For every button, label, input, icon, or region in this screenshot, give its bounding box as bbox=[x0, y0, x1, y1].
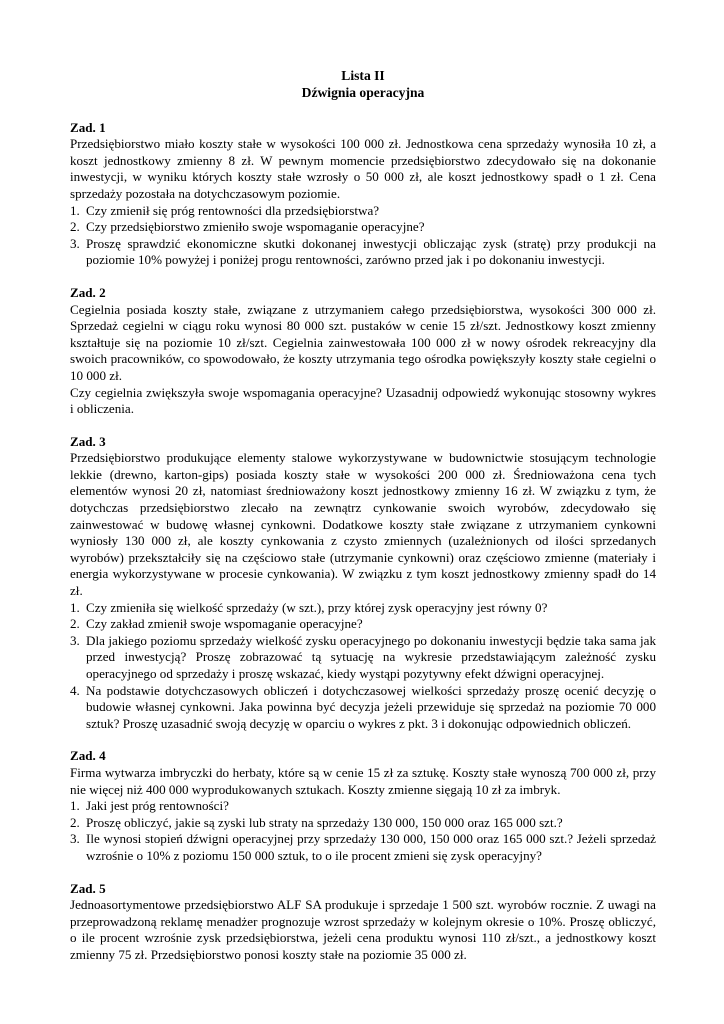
task-paragraph: Firma wytwarza imbryczki do herbaty, które są w cenie 15 zł za sztukę. Koszty stałe wynoszą 700 000 zł, przy nie więcej niż 400 000 wyprodukowanych sztukach. Koszty zmienne sięgają 10 zł za imbryk. bbox=[70, 764, 656, 797]
document-title: Lista II bbox=[341, 68, 385, 83]
question-item bbox=[70, 683, 656, 733]
task-paragraph: Przedsiębiorstwo miało koszty stałe w wysokości 100 000 zł. Jednostkowa cena sprzedaży wynosiła 10 zł, a koszt jednostkowy zmienny 8 zł. W pewnym momencie przedsiębiorstwo zdecydowało się na dokonanie inwestycji, w wyniku których koszty stałe wzrosły o 50 000 zł, ale koszt jednostkowy spadł o 1 zł. Cena sprzedaży pozostała na dotychczasowym poziomie. bbox=[70, 136, 656, 201]
task-paragraph: Jednoasortymentowe przedsiębiorstwo ALF SA produkuje i sprzedaje 1 500 szt. wyrobów rocznie. Z uwagi na przeprowadzoną reklamę menadżer prognozuje wzrost sprzedaży w kolejnym okresie o 10%. Proszę obliczyć, o ile procent wzrośnie zysk przedsiębiorstwa, jeżeli cena produktu wynosi 110 zł/szt., a jednostkowy koszt zmienny 75 zł. Przedsiębiorstwo ponosi koszty stałe na poziomie 35 000 zł. bbox=[70, 897, 656, 962]
task-section-5 bbox=[70, 881, 656, 964]
task-paragraph: Przedsiębiorstwo produkujące elementy stalowe wykorzystywane w budownictwie stosującym technologie lekkie (drewno, karton-gips) posiada koszty stałe w wysokości 200 000 zł. Średnioważona cena tych elementów wynosi 20 zł, natomiast średnioważony koszt jednostkowy zmienny 16 zł. W związku z tym, że dotychczas przedsiębiorstwo zlecało na zewnątrz cynkowanie swoich wyrobów, zdecydowało się zainwestować w budowę własnej cynkowni. Dodatkowe koszty stałe związane z utrzymaniem cynkowni wyniosły 130 000 zł, ale koszty cynkowania z czysto zmiennych (uzależnionych od ilości sprzedanych wyrobów) przekształciły się na częściowo stałe (utrzymanie cynkowni) oraz częściowo zmienne (materiały i energia wykorzystywane w procesie cynkowania). W związku z tym koszt jednostkowy zmienny spadł do 14 zł. bbox=[70, 450, 656, 599]
title-block bbox=[70, 68, 656, 102]
question-text: Czy przedsiębiorstwo zmieniło swoje wspomaganie operacyjne? bbox=[86, 219, 425, 235]
question-item bbox=[70, 219, 656, 236]
task-heading: Zad. 2 bbox=[70, 284, 106, 300]
question-item bbox=[70, 203, 656, 220]
question-text: Czy zmienił się próg rentowności dla przedsiębiorstwa? bbox=[86, 202, 380, 218]
task-heading: Zad. 3 bbox=[70, 433, 106, 449]
question-item bbox=[70, 831, 656, 864]
question-list bbox=[70, 203, 656, 269]
task-section-4 bbox=[70, 748, 656, 864]
task-heading: Zad. 5 bbox=[70, 880, 106, 896]
question-item bbox=[70, 236, 656, 269]
task-paragraph: Cegielnia posiada koszty stałe, związane z utrzymaniem całego przedsiębiorstwa, wysokości 300 000 zł. Sprzedaż cegielni w ciągu roku wynosi 80 000 szt. pustaków w cenie 15 zł/szt. Jednostkowy koszt zmienny kształtuje się na poziomie 10 zł/szt. Cegielnia zainwestowała 100 000 zł w nowy ośrodek rekreacyjny dla swoich pracowników, co spowodowało, że koszty utrzymania tego ośrodka powiększyły koszty stałe cegielni o 10 000 zł. bbox=[70, 301, 656, 383]
question-number: 4. bbox=[70, 682, 80, 698]
task-section-2 bbox=[70, 285, 656, 418]
question-text: Proszę obliczyć, jakie są zyski lub straty na sprzedaży 130 000, 150 000 oraz 165 000 szt.? bbox=[86, 814, 563, 830]
question-item bbox=[70, 633, 656, 683]
document-subtitle: Dźwignia operacyjna bbox=[301, 84, 425, 100]
task-section-1 bbox=[70, 120, 656, 269]
task-list bbox=[70, 120, 656, 964]
question-number: 1. bbox=[70, 599, 80, 615]
question-text: Dla jakiego poziomu sprzedaży wielkość zysku operacyjnego po dokonaniu inwestycji będzie taka sama jak przed inwestycją? Proszę zobrazować tą sytuację na wykresie przedstawiającym zależność zysku operacyjnego od sprzedaży i proszę wskazać, kiedy wystąpi pozytywny efekt dźwigni operacyjnej. bbox=[86, 632, 656, 681]
question-text: Czy zakład zmienił swoje wspomaganie operacyjne? bbox=[86, 616, 363, 632]
question-list bbox=[70, 600, 656, 733]
question-number: 1. bbox=[70, 202, 80, 218]
question-item bbox=[70, 616, 656, 633]
question-number: 3. bbox=[70, 831, 80, 847]
task-paragraph: Czy cegielnia zwiększyła swoje wspomagania operacyjne? Uzasadnij odpowiedź wykonując stosowny wykres i obliczenia. bbox=[70, 384, 656, 417]
question-text: Proszę sprawdzić ekonomiczne skutki dokonanej inwestycji obliczając zysk (stratę) przy produkcji na poziomie 10% powyżej i poniżej progu rentowności, zarówno przed jak i po dokonaniu inwestycji. bbox=[86, 235, 656, 268]
question-number: 2. bbox=[70, 219, 80, 235]
document-page bbox=[70, 68, 656, 980]
question-text: Na podstawie dotychczasowych obliczeń i dotychczasowej wielkości sprzedaży proszę ocenić decyzję o budowie własnej cynkowni. Jaka powinna być decyzja jeżeli przewiduje się sprzedaż na poziomie 70 000 sztuk? Proszę uzasadnić swoją decyzję w oparciu o wykres z pkt. 3 i dokonując odpowiednich obliczeń. bbox=[86, 682, 656, 731]
question-number: 3. bbox=[70, 632, 80, 648]
question-number: 1. bbox=[70, 798, 80, 814]
task-heading: Zad. 1 bbox=[70, 119, 106, 135]
task-section-3 bbox=[70, 434, 656, 733]
task-heading: Zad. 4 bbox=[70, 748, 106, 764]
question-text: Jaki jest próg rentowności? bbox=[86, 798, 229, 814]
question-number: 2. bbox=[70, 616, 80, 632]
question-text: Czy zmieniła się wielkość sprzedaży (w szt.), przy której zysk operacyjny jest równy 0? bbox=[86, 599, 548, 615]
question-item bbox=[70, 798, 656, 815]
question-text: Ile wynosi stopień dźwigni operacyjnej przy sprzedaży 130 000, 150 000 oraz 165 000 szt.? Jeżeli sprzedaż wzrośnie o 10% z poziomu 150 000 sztuk, to o ile procent zmieni się zysk operacyjny? bbox=[86, 831, 656, 863]
question-item bbox=[70, 815, 656, 832]
question-number: 2. bbox=[70, 814, 80, 830]
question-number: 3. bbox=[70, 235, 80, 251]
question-item bbox=[70, 600, 656, 617]
question-list bbox=[70, 798, 656, 864]
